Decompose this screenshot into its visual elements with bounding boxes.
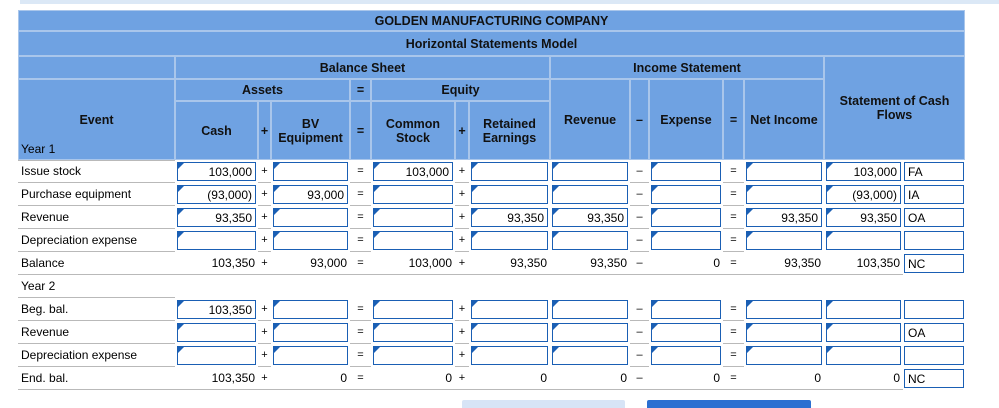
cell-cash[interactable]: 93,350 <box>177 208 256 227</box>
cell-bv[interactable] <box>273 323 348 342</box>
cell-ni[interactable] <box>746 323 822 342</box>
event-label: Purchase equipment <box>18 183 175 206</box>
operator: – <box>630 160 649 183</box>
operator: = <box>723 206 744 229</box>
cell-cs[interactable] <box>373 208 453 227</box>
cell-cs: 0 <box>371 367 455 390</box>
event-label: Year 1 <box>18 138 175 161</box>
cell-cs[interactable] <box>373 323 453 342</box>
cell-cf[interactable]: 93,350 <box>826 208 901 227</box>
operator: – <box>630 344 649 367</box>
empty-header <box>18 56 175 79</box>
event-label: Revenue <box>18 206 175 229</box>
expense-header: Expense <box>649 79 723 160</box>
event-label: Year 2 <box>18 275 175 298</box>
cell-cf: 0 <box>824 367 903 390</box>
operator: = <box>350 183 371 206</box>
common-stock-header: Common Stock <box>371 101 455 160</box>
cell-re[interactable] <box>471 162 548 181</box>
event-label: Balance <box>18 252 175 275</box>
cell-re[interactable]: 93,350 <box>471 208 548 227</box>
cash-flow-type[interactable] <box>904 300 964 319</box>
retained-earnings-header: Retained Earnings <box>469 101 550 160</box>
operator: – <box>630 229 649 252</box>
operator: = <box>723 183 744 206</box>
cell-exp[interactable] <box>651 323 721 342</box>
cell-cf[interactable] <box>826 346 901 365</box>
operator: – <box>630 367 649 390</box>
cell-cash[interactable]: 103,000 <box>177 162 256 181</box>
operator: + <box>258 252 271 275</box>
operator: + <box>258 298 271 321</box>
cell-exp[interactable] <box>651 208 721 227</box>
equals-header: = <box>350 79 371 101</box>
cell-cf[interactable] <box>826 231 901 250</box>
income-statement-header: Income Statement <box>550 56 824 79</box>
cell-re[interactable] <box>471 346 548 365</box>
operator: = <box>723 367 744 390</box>
cash-flow-type[interactable]: FA <box>904 162 964 181</box>
cash-flow-type[interactable] <box>904 231 964 250</box>
operator: + <box>455 321 469 344</box>
operator: – <box>630 252 649 275</box>
balance-sheet-header: Balance Sheet <box>175 56 550 79</box>
plus-header: + <box>455 101 469 160</box>
cell-ni[interactable] <box>746 162 822 181</box>
cell-cash[interactable]: 103,350 <box>177 300 256 319</box>
cell-ni[interactable] <box>746 300 822 319</box>
operator: – <box>630 298 649 321</box>
cell-cf[interactable]: 103,000 <box>826 162 901 181</box>
operator: + <box>455 183 469 206</box>
equals-header: = <box>723 79 744 160</box>
event-label: Beg. bal. <box>18 298 175 321</box>
event-label: Issue stock <box>18 160 175 183</box>
cell-cash[interactable]: (93,000) <box>177 185 256 204</box>
cell-cs: 103,000 <box>371 252 455 275</box>
cell-bv[interactable] <box>273 300 348 319</box>
cell-cf[interactable] <box>826 300 901 319</box>
cell-cash: 103,350 <box>175 367 258 390</box>
cell-exp[interactable] <box>651 185 721 204</box>
cell-rev: 93,350 <box>550 252 630 275</box>
operator: = <box>723 229 744 252</box>
operator: + <box>258 321 271 344</box>
cell-exp[interactable] <box>651 346 721 365</box>
cell-rev[interactable] <box>552 231 628 250</box>
operator: – <box>630 183 649 206</box>
cell-rev[interactable] <box>552 300 628 319</box>
report-subtitle: Horizontal Statements Model <box>18 31 965 56</box>
operator: + <box>258 160 271 183</box>
cash-flow-type[interactable]: IA <box>904 185 964 204</box>
operator: + <box>455 252 469 275</box>
operator: + <box>258 206 271 229</box>
cell-exp[interactable] <box>651 162 721 181</box>
cell-bv[interactable]: 93,000 <box>273 185 348 204</box>
cell-cs[interactable] <box>373 300 453 319</box>
operator: + <box>455 229 469 252</box>
report-title: GOLDEN MANUFACTURING COMPANY <box>18 10 965 31</box>
operator: + <box>258 344 271 367</box>
operator: + <box>258 367 271 390</box>
operator: + <box>455 367 469 390</box>
cell-re[interactable] <box>471 185 548 204</box>
cell-ni: 0 <box>744 367 824 390</box>
cell-cash[interactable] <box>177 346 256 365</box>
minus-header: – <box>630 79 649 160</box>
cell-rev[interactable] <box>552 162 628 181</box>
operator: = <box>350 252 371 275</box>
cell-cs[interactable] <box>373 231 453 250</box>
prev-button[interactable] <box>462 400 625 408</box>
cell-exp[interactable] <box>651 231 721 250</box>
event-label: Revenue <box>18 321 175 344</box>
cell-re: 93,350 <box>469 252 550 275</box>
operator: = <box>723 321 744 344</box>
operator: – <box>630 206 649 229</box>
event-label: Depreciation expense <box>18 229 175 252</box>
cash-flow-type[interactable]: OA <box>904 323 964 342</box>
operator: = <box>350 321 371 344</box>
bv-equipment-header: BV Equipment <box>271 101 350 160</box>
cell-ni: 93,350 <box>744 252 824 275</box>
event-header: Event <box>18 79 175 160</box>
cell-rev[interactable] <box>552 323 628 342</box>
cell-bv[interactable] <box>273 346 348 365</box>
cell-re[interactable] <box>471 231 548 250</box>
cash-flow-type[interactable] <box>904 346 964 365</box>
operator: = <box>350 229 371 252</box>
cell-bv[interactable] <box>273 162 348 181</box>
operator: = <box>723 252 744 275</box>
equals-header: = <box>350 101 371 160</box>
cell-rev[interactable] <box>552 185 628 204</box>
operator: + <box>455 160 469 183</box>
cell-exp[interactable] <box>651 300 721 319</box>
event-label: End. bal. <box>18 367 175 390</box>
cell-rev[interactable]: 93,350 <box>552 208 628 227</box>
operator: = <box>723 298 744 321</box>
operator: = <box>350 367 371 390</box>
cell-ni[interactable] <box>746 346 822 365</box>
cell-rev[interactable] <box>552 346 628 365</box>
operator: = <box>350 344 371 367</box>
operator: = <box>350 206 371 229</box>
operator: + <box>455 298 469 321</box>
operator: = <box>723 160 744 183</box>
operator: + <box>258 229 271 252</box>
cell-cash: 103,350 <box>175 252 258 275</box>
cell-cash[interactable] <box>177 231 256 250</box>
cell-exp: 0 <box>649 367 723 390</box>
cell-exp: 0 <box>649 252 723 275</box>
cell-ni[interactable] <box>746 231 822 250</box>
event-label: Depreciation expense <box>18 344 175 367</box>
cell-ni[interactable]: 93,350 <box>746 208 822 227</box>
cash-header: Cash <box>175 101 258 160</box>
operator: = <box>350 160 371 183</box>
plus-header: + <box>258 101 271 160</box>
cell-cash[interactable] <box>177 323 256 342</box>
cash-flow-type[interactable]: OA <box>904 208 964 227</box>
cell-re: 0 <box>469 367 550 390</box>
cell-cf[interactable] <box>826 323 901 342</box>
operator: + <box>455 206 469 229</box>
net-income-header: Net Income <box>744 79 824 160</box>
cell-bv: 93,000 <box>271 252 350 275</box>
cell-cs[interactable] <box>373 185 453 204</box>
operator: – <box>630 321 649 344</box>
cash-flows-header: Statement of Cash Flows <box>824 56 965 160</box>
cell-cs[interactable]: 103,000 <box>373 162 453 181</box>
cell-bv: 0 <box>271 367 350 390</box>
cell-cf[interactable]: (93,000) <box>826 185 901 204</box>
cash-flow-type[interactable]: NC <box>904 254 964 273</box>
equity-header: Equity <box>371 79 550 101</box>
cell-rev: 0 <box>550 367 630 390</box>
cell-re[interactable] <box>471 300 548 319</box>
cell-cf: 103,350 <box>824 252 903 275</box>
cell-re[interactable] <box>471 323 548 342</box>
revenue-header: Revenue <box>550 79 630 160</box>
cell-cs[interactable] <box>373 346 453 365</box>
cell-bv[interactable] <box>273 208 348 227</box>
cell-ni[interactable] <box>746 185 822 204</box>
cell-bv[interactable] <box>273 231 348 250</box>
next-button[interactable] <box>647 400 811 408</box>
assets-header: Assets <box>175 79 350 101</box>
operator: + <box>455 344 469 367</box>
operator: + <box>258 183 271 206</box>
operator: = <box>723 344 744 367</box>
cash-flow-type[interactable]: NC <box>904 369 964 388</box>
operator: = <box>350 298 371 321</box>
